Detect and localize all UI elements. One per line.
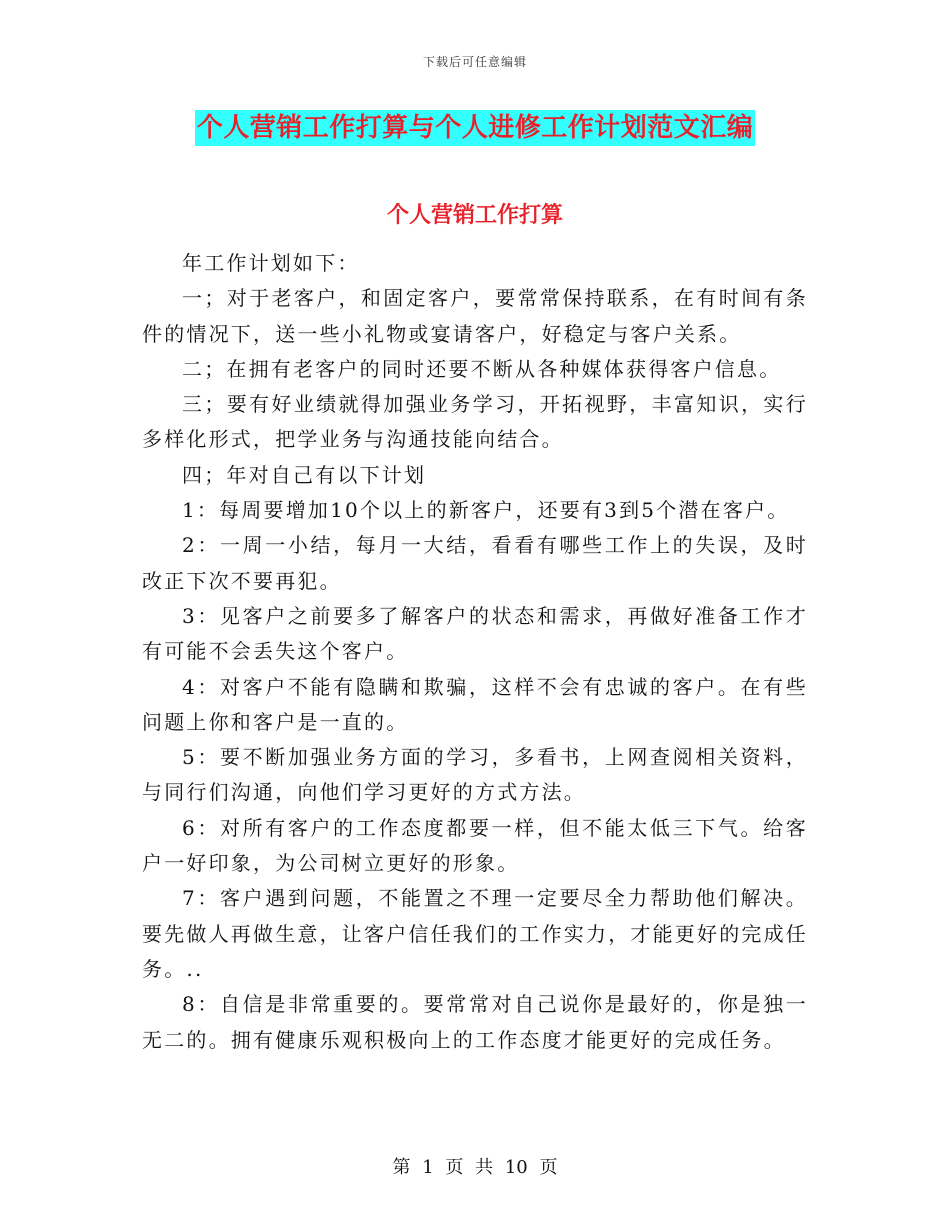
document-body (142, 246, 808, 1058)
paragraph: 三；要有好业绩就得加强业务学习，开拓视野，丰富知识，实行多样化形式，把学业务与沟通技能向结合。 (142, 392, 808, 452)
paragraph: 1：每周要增加10个以上的新客户，还要有3到5个潜在客户。 (182, 498, 790, 523)
document-title-container (0, 110, 950, 146)
paragraph: 一；对于老客户，和固定客户，要常常保持联系，在有时间有条件的情况下，送一些小礼物或宴请客户，好稳定与客户关系。 (142, 286, 808, 346)
document-title: 个人营销工作打算与个人进修工作计划范文汇编 (195, 110, 756, 146)
paragraph: 2：一周一小结，每月一大结，看看有哪些工作上的失误，及时改正下次不要再犯。 (142, 533, 808, 593)
section-title: 个人营销工作打算 (386, 202, 563, 228)
paragraph: 3：见客户之前要多了解客户的状态和需求，再做好准备工作才有可能不会丢失这个客户。 (142, 603, 808, 664)
paragraph: 8：自信是非常重要的。要常常对自己说你是最好的，你是独一无二的。拥有健康乐观积极向上的工作态度才能更好的完成任务。 (142, 992, 808, 1052)
paragraph: 年工作计划如下： (182, 251, 360, 275)
page-number-footer: 第 1 页 共 10 页 (392, 1157, 558, 1178)
paragraph: 四；年对自己有以下计划 (182, 462, 427, 487)
paragraph: 6：对所有客户的工作态度都要一样，但不能太低三下气。给客户一好印象，为公司树立更好的形象。 (142, 815, 808, 876)
paragraph: 二；在拥有老客户的同时还要不断从各种媒体获得客户信息。 (182, 356, 782, 381)
paragraph: 5：要不断加强业务方面的学习，多看书，上网查阅相关资料，与同行们沟通，向他们学习更好的方式方法。 (142, 745, 808, 805)
header-note: 下载后可任意编辑 (422, 55, 527, 69)
paragraph: 4：对客户不能有隐瞒和欺骗，这样不会有忠诚的客户。在有些问题上你和客户是一直的。 (142, 674, 808, 734)
paragraph: 7：客户遇到问题，不能置之不理一定要尽全力帮助他们解决。要先做人再做生意，让客户信任我们的工作实力，才能更好的完成任务。.. (142, 886, 808, 981)
